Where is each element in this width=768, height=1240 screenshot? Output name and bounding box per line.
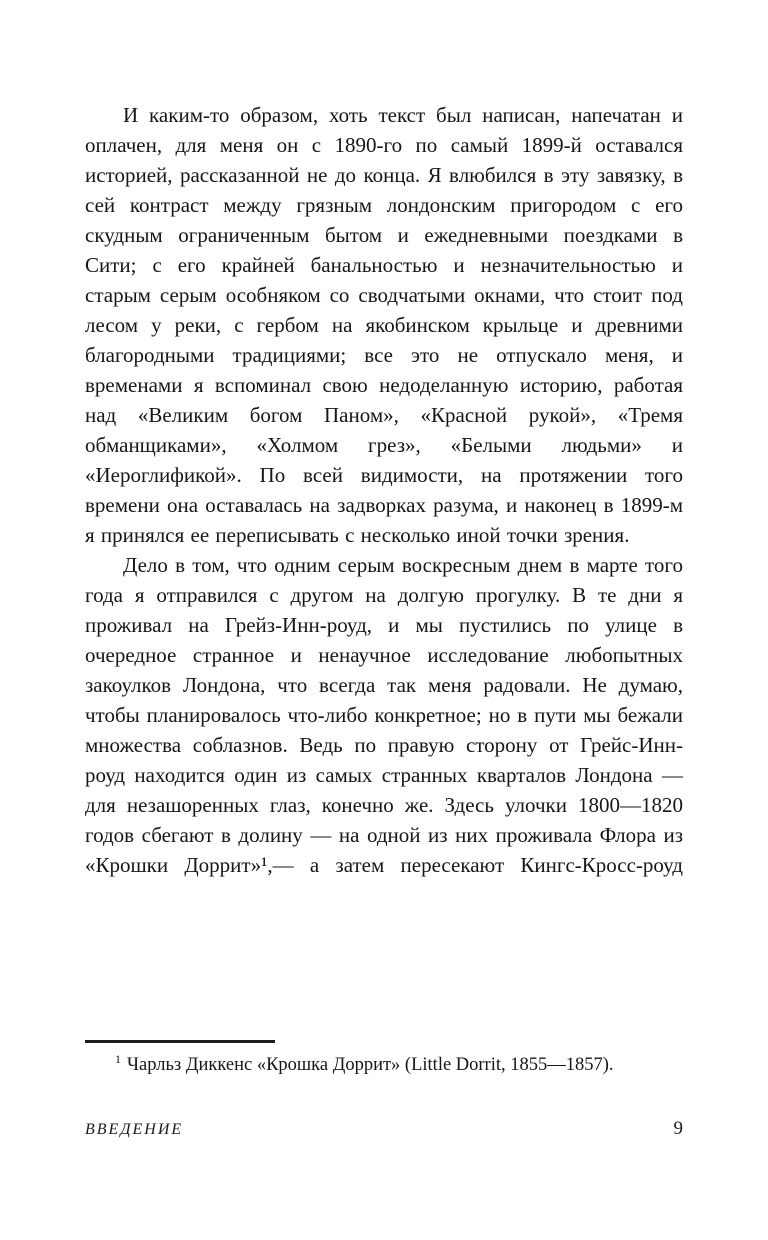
page-footer (85, 1118, 683, 1140)
body-text (85, 100, 683, 880)
footnote-block (85, 1040, 683, 1078)
footnote-text: Чарльз Диккенс «Крошка Доррит» (Little Dorrit, 1855—1857). (127, 1055, 614, 1075)
footnote (85, 1052, 683, 1078)
page-number: 9 (673, 1118, 683, 1139)
paragraph: И каким-то образом, хоть текст был написан, напечатан и оплачен, для меня он с 1890-го по самый 1899-й оставался историей, рассказанной не до конца. Я влюбился в эту завязку, в сей контраст между грязным лондонским пригородом с его скудным ограниченным бытом и ежедневными поездками в Сити; с его крайней банальностью и незначительностью и старым серым особняком со сводчатыми окнами, что стоит под лесом у реки, с гербом на якобинском крыльце и древними благородными традициями; все это не отпускало меня, и временами я вспоминал свою недоделанную историю, работая над «Великим богом Паном», «Красной рукой», «Тремя обманщиками», «Холмом грез», «Белыми людьми» и «Иероглификой». По всей видимости, на протяжении того времени она оставалась на задворках разума, и наконец в 1899-м я принялся ее переписывать с несколько иной точки зрения. (85, 103, 683, 547)
footnote-divider (85, 1040, 275, 1043)
paragraph: Дело в том, что одним серым воскресным днем в марте того года я отправился с другом на долгую прогулку. В те дни я проживал на Грейз-Инн-роуд, и мы пустились по улице в очередное странное и ненаучное исследование любопытных закоулков Лондона, что всегда так меня радовали. Не думаю, чтобы планировалось что-либо конкретное; но в пути мы бежали множества соблазнов. Ведь по правую сторону от Грейс-Инн-роуд находится один из самых странных кварталов Лондона — для незашоренных глаз, конечно же. Здесь улочки 1800—1820 годов сбегают в долину — на одной из них проживала Флора из «Крошки Доррит»¹,— а затем пересекают Кингс-Кросс-роуд (85, 553, 683, 877)
footnote-marker: 1 (115, 1051, 121, 1066)
running-title: ВВЕДЕНИЕ (85, 1121, 184, 1138)
